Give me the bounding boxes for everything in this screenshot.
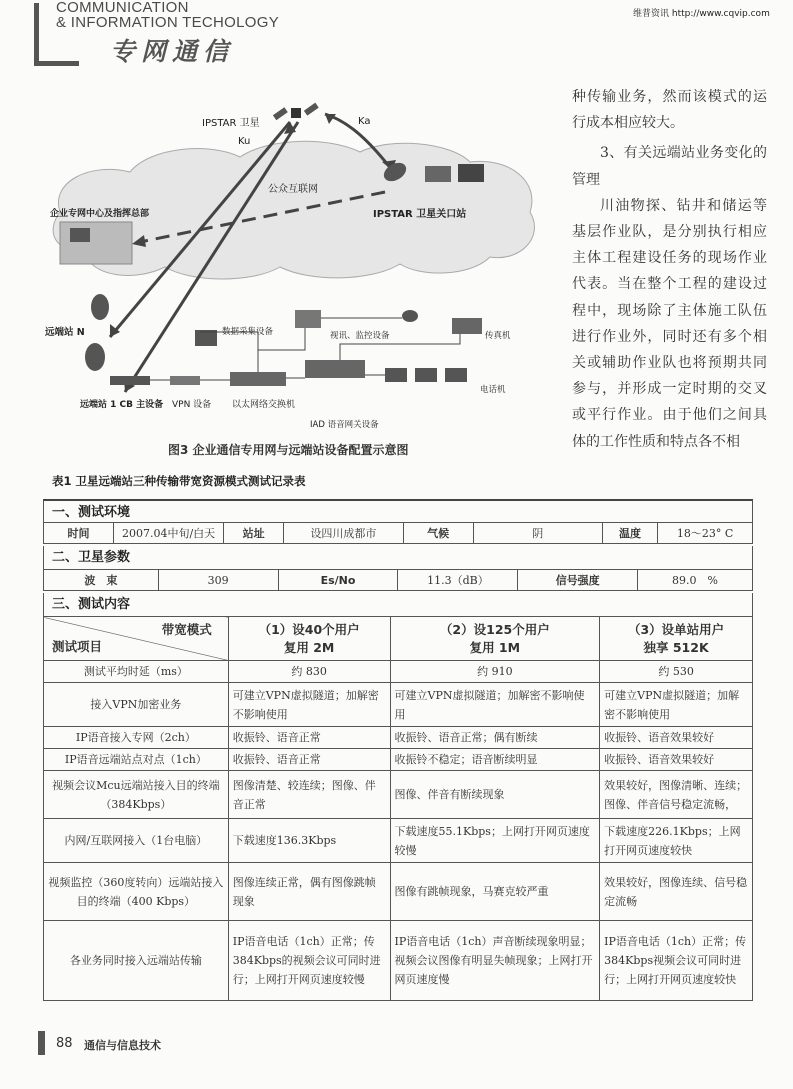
table-row (44, 661, 753, 683)
figure-caption: 图3 企业通信专用网与远端站设备配置示意图 (168, 443, 409, 457)
row-cell-mode-3: IP语音电话（1ch）正常；传384Kbps视频会议可同时进行；上网打开网页速度较快 (600, 921, 753, 1001)
section-heading-test: 三、测试内容 (43, 593, 753, 616)
row-cell-mode-1: 收振铃、语音正常 (228, 749, 390, 771)
env-table (43, 522, 753, 544)
row-cell-mode-3: 效果较好，图像清晰、连续；图像、伴音信号稳定流畅， (600, 771, 753, 819)
temp-label: 温度 (602, 523, 657, 544)
sat-table (43, 569, 753, 591)
table-row (44, 683, 753, 727)
esno-label: Es/No (278, 570, 398, 591)
row-item: IP语音远端站点对点（1ch） (44, 749, 229, 771)
table-row (44, 863, 753, 921)
phone-label: 电话机 (480, 385, 506, 395)
paragraph-2-heading: 3、有关远端站业务变化的管理 (572, 145, 767, 188)
row-cell-mode-2: 下载速度55.1Kbps；上网打开网页速度较慢 (390, 819, 600, 863)
row-item: 视频监控（360度转向）远端站接入目的终端（400 Kbps） (44, 863, 229, 921)
row-item: 视频会议Mcu远端站接入目的终端（384Kbps） (44, 771, 229, 819)
internet-label: 公众互联网 (268, 184, 318, 195)
journal-name: 通信与信息技术 (84, 1039, 161, 1052)
video-label: 视讯、监控设备 (330, 331, 390, 341)
phone-icon (385, 368, 467, 382)
switch-label: 以太网络交换机 (232, 400, 296, 410)
row-cell-mode-3: 效果较好，图像连续、信号稳定流畅 (600, 863, 753, 921)
row-cell-mode-2: 收振铃、语音正常；偶有断续 (390, 727, 600, 749)
paragraph-1: 种传输业务，然而该模式的运行成本相应较大。 (572, 89, 767, 132)
header-corner-cell (44, 617, 229, 661)
row-cell-mode-3: 下载速度226.1Kbps；上网打开网页速度较快 (600, 819, 753, 863)
beam-label: 波 束 (44, 570, 159, 591)
temp-value: 18～23° C (658, 523, 753, 544)
data-collect-label: 数据采集设备 (222, 327, 274, 337)
table-row (44, 819, 753, 863)
journal-title-en: COMMUNICATION & INFORMATION TECHOLOGY (56, 0, 280, 31)
right-column-text (572, 84, 767, 455)
gateway-label: IPSTAR 卫星关口站 (373, 209, 467, 220)
row-cell-mode-2: 可建立VPN虚拟隧道；加解密不影响使用 (390, 683, 600, 727)
weather-value: 阴 (473, 523, 602, 544)
row-cell-mode-2: 约 910 (390, 661, 600, 683)
row-cell-mode-1: 可建立VPN虚拟隧道；加解密不影响使用 (228, 683, 390, 727)
ku-label: Ku (238, 136, 251, 147)
weather-label: 气候 (403, 523, 473, 544)
row-cell-mode-1: 图像连续正常，偶有图像跳帧现象 (228, 863, 390, 921)
cb-device-icon (110, 376, 150, 385)
column-header-mode-3: （3）设单站用户 独享 512K (600, 617, 753, 661)
row-cell-mode-3: 约 530 (600, 661, 753, 683)
signal-label: 信号强度 (518, 570, 638, 591)
signal-value: 89.0 % (637, 570, 752, 591)
footer-bar-decoration (38, 1031, 45, 1055)
row-item: 测试平均时延（ms） (44, 661, 229, 683)
iad-label: IAD 语音网关设备 (310, 420, 379, 430)
remote-station-n-dish-icon (91, 294, 109, 320)
time-value: 2007.04中旬/白天 (114, 523, 224, 544)
site-value: 设四川成都市 (284, 523, 403, 544)
row-cell-mode-3: 可建立VPN虚拟隧道；加解密不影响使用 (600, 683, 753, 727)
row-cell-mode-1: IP语音电话（1ch）正常；传384Kbps的视频会议可同时进行；上网打开网页速度较慢 (228, 921, 390, 1001)
row-cell-mode-3: 收振铃、语音效果较好 (600, 749, 753, 771)
esno-value: 11.3（dB） (398, 570, 518, 591)
satellite-icon (273, 103, 319, 121)
section-heading-env: 一、测试环境 (43, 499, 753, 522)
enterprise-label: 企业专网中心及指挥总部 (50, 209, 150, 219)
beam-value: 309 (158, 570, 278, 591)
remote-1-label: 远端站 1 CB 主设备 (80, 400, 164, 410)
row-cell-mode-2: 图像有跳帧现象，马赛克较严重 (390, 863, 600, 921)
camera-icon (402, 310, 418, 322)
corner-label-mode: 带宽模式 (161, 622, 212, 637)
time-label: 时间 (44, 523, 114, 544)
page-number: 88 (56, 1036, 73, 1051)
table-row (44, 771, 753, 819)
table-title: 表1 卫星远端站三种传输带宽资源模式测试记录表 (52, 474, 306, 488)
row-item: 内网/互联网接入（1台电脑） (44, 819, 229, 863)
fax-icon (452, 318, 482, 334)
row-cell-mode-1: 约 830 (228, 661, 390, 683)
row-item: 各业务同时接入远端站传输 (44, 921, 229, 1001)
section-title-zh: 专网通信 (110, 37, 235, 66)
remote-station-1-dish-icon (85, 343, 105, 371)
section-heading-sat: 二、卫星参数 (43, 546, 753, 569)
fax-label: 传真机 (485, 331, 511, 341)
enterprise-hq-icon (60, 222, 132, 264)
iad-device-icon (305, 360, 365, 378)
row-cell-mode-2: 图像、伴音有断续现象 (390, 771, 600, 819)
row-cell-mode-1: 图像清楚、较连续；图像、伴音正常 (228, 771, 390, 819)
row-cell-mode-1: 收振铃、语音正常 (228, 727, 390, 749)
satellite-label: IPSTAR 卫星 (202, 118, 260, 129)
table-row (44, 727, 753, 749)
column-header-mode-1: （1）设40个用户 复用 2M (228, 617, 390, 661)
switch-device-icon (230, 372, 286, 386)
source-watermark: 维普资讯 http://www.cqvip.com (633, 9, 770, 19)
test-table (43, 616, 753, 1001)
row-cell-mode-2: 收振铃不稳定；语音断续明显 (390, 749, 600, 771)
vpn-label: VPN 设备 (172, 400, 212, 410)
video-device-icon (295, 310, 321, 328)
row-item: IP语音接入专网（2ch） (44, 727, 229, 749)
paragraph-3: 川油物探、钻井和储运等基层作业队，是分别执行相应主体工程建设任务的现场作业代表。当在整个工程的建设过程中，现场除了主体施工队伍进行作业外，同时还有多个相关或辅助作业队也将预期共同参与，并形成一定时期的交叉或平行作业。由于他们之间具体的工作性质和特点各不相 (572, 197, 767, 450)
table-row (44, 749, 753, 771)
row-cell-mode-3: 收振铃、语音效果较好 (600, 727, 753, 749)
ka-label: Ka (358, 116, 371, 127)
remote-n-label: 远端站 N (45, 327, 85, 338)
table-row (44, 921, 753, 1001)
network-diagram (40, 92, 560, 432)
corner-label-item: 测试项目 (52, 639, 103, 654)
row-cell-mode-1: 下载速度136.3Kbps (228, 819, 390, 863)
column-header-mode-2: （2）设125个用户 复用 1M (390, 617, 600, 661)
vpn-device-icon (170, 376, 200, 385)
row-item: 接入VPN加密业务 (44, 683, 229, 727)
site-label: 站址 (224, 523, 284, 544)
row-cell-mode-2: IP语音电话（1ch）声音断续现象明显；视频会议图像有明显失帧现象；上网打开网页速度慢 (390, 921, 600, 1001)
